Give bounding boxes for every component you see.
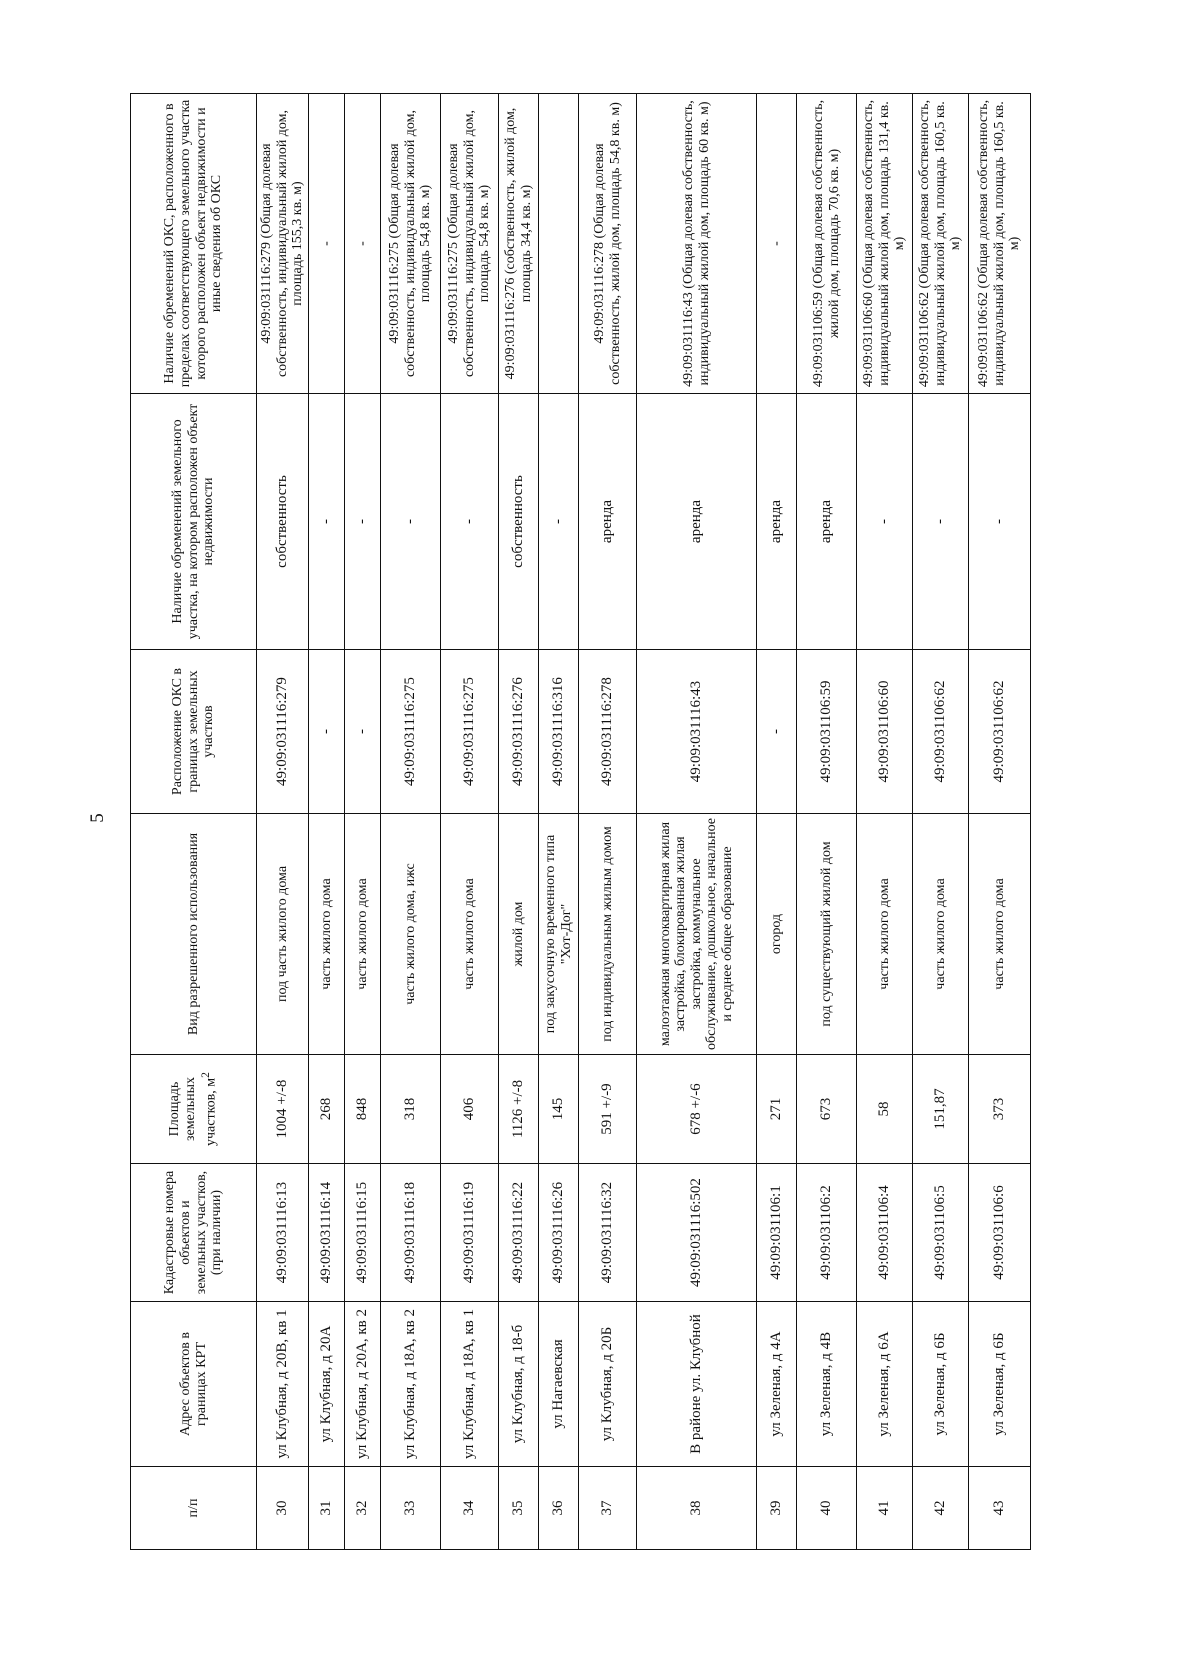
cell-area: 373 <box>969 1055 1031 1164</box>
cell-num: 36 <box>539 1467 579 1550</box>
cell-encumbrance-oks <box>539 94 579 394</box>
cell-cadastral: 49:09:031116:14 <box>309 1164 345 1302</box>
cell-encumbrance-land: собственность <box>257 394 309 650</box>
cell-area: 58 <box>857 1055 913 1164</box>
header-num: п/п <box>131 1467 257 1550</box>
cell-encumbrance-oks: - <box>757 94 797 394</box>
cell-encumbrance-land: - <box>441 394 499 650</box>
cell-num: 38 <box>637 1467 757 1550</box>
header-encumbrance-oks: Наличие обременений ОКС, расположенного в пределах соответствующего земельного участка которого расположен объект недвижимости и иные сведения об ОКС <box>131 94 257 394</box>
cell-address: ул Клубная, д 20Б <box>579 1302 637 1467</box>
cell-cadastral: 49:09:031116:22 <box>499 1164 539 1302</box>
cell-area: 673 <box>797 1055 857 1164</box>
cell-address: ул Клубная, д 18А, кв 2 <box>381 1302 441 1467</box>
table-row <box>857 94 913 1550</box>
cell-location: - <box>309 650 345 814</box>
cell-encumbrance-land: аренда <box>797 394 857 650</box>
cell-cadastral: 49:09:031116:18 <box>381 1164 441 1302</box>
cell-address: ул Клубная, д 20В, кв 1 <box>257 1302 309 1467</box>
cell-use: под существующий жилой дом <box>797 814 857 1055</box>
cell-num: 34 <box>441 1467 499 1550</box>
cell-encumbrance-land: аренда <box>579 394 637 650</box>
cell-address: ул Зеленая, д 6Б <box>969 1302 1031 1467</box>
cell-encumbrance-land: - <box>309 394 345 650</box>
cell-address: ул Нагаевская <box>539 1302 579 1467</box>
table-row <box>381 94 441 1550</box>
cell-num: 32 <box>345 1467 381 1550</box>
cell-encumbrance-land: - <box>857 394 913 650</box>
header-address: Адрес объектов в границах КРТ <box>131 1302 257 1467</box>
header-row <box>131 94 257 1550</box>
cell-encumbrance-land: аренда <box>757 394 797 650</box>
cell-address: В районе ул. Клубной <box>637 1302 757 1467</box>
table-row <box>579 94 637 1550</box>
table-row <box>637 94 757 1550</box>
header-area-sup: 2 <box>199 1072 213 1078</box>
cell-encumbrance-land: - <box>381 394 441 650</box>
header-location: Расположение ОКС в границах земельных участков <box>131 650 257 814</box>
cell-area: 318 <box>381 1055 441 1164</box>
cell-address: ул Клубная, д 18-б <box>499 1302 539 1467</box>
cell-use: под часть жилого дома <box>257 814 309 1055</box>
cell-use: огород <box>757 814 797 1055</box>
cell-cadastral: 49:09:031106:2 <box>797 1164 857 1302</box>
cell-use: часть жилого дома, ижс <box>381 814 441 1055</box>
table-row <box>309 94 345 1550</box>
header-use: Вид разрешенного использования <box>131 814 257 1055</box>
cell-location: 49:09:031116:275 <box>381 650 441 814</box>
cell-cadastral: 49:09:031106:1 <box>757 1164 797 1302</box>
cell-location: 49:09:031106:60 <box>857 650 913 814</box>
cell-encumbrance-land: - <box>969 394 1031 650</box>
cell-location: - <box>757 650 797 814</box>
cell-address: ул Клубная, д 20А, кв 2 <box>345 1302 381 1467</box>
rotated-table-container <box>130 94 1030 1550</box>
cell-encumbrance-oks: 49:09:031116:278 (Общая долевая собственность, жилой дом, площадь 54,8 кв. м) <box>579 94 637 394</box>
cell-num: 31 <box>309 1467 345 1550</box>
cell-use: часть жилого дома <box>969 814 1031 1055</box>
table-row <box>345 94 381 1550</box>
header-area-label: Площадь земельных участков, м <box>167 1076 219 1146</box>
cell-address: ул Клубная, д 18А, кв 1 <box>441 1302 499 1467</box>
cell-address: ул Зеленая, д 4В <box>797 1302 857 1467</box>
table-row <box>969 94 1031 1550</box>
header-encumbrance-land: Наличие обременений земельного участка, на котором расположен объект недвижимости <box>131 394 257 650</box>
cell-encumbrance-oks: 49:09:031106:60 (Общая долевая собственность, индивидуальный жилой дом, площадь 131,4 кв. м) <box>857 94 913 394</box>
cell-location: 49:09:031106:59 <box>797 650 857 814</box>
cell-encumbrance-oks: - <box>345 94 381 394</box>
cell-area: 151,87 <box>913 1055 969 1164</box>
cell-num: 41 <box>857 1467 913 1550</box>
table-row <box>797 94 857 1550</box>
cell-area: 848 <box>345 1055 381 1164</box>
cell-cadastral: 49:09:031116:13 <box>257 1164 309 1302</box>
cell-location: 49:09:031106:62 <box>969 650 1031 814</box>
page-number: 5 <box>87 813 108 823</box>
table-row <box>257 94 309 1550</box>
cell-cadastral: 49:09:031116:26 <box>539 1164 579 1302</box>
cell-encumbrance-land: - <box>539 394 579 650</box>
table-row <box>499 94 539 1550</box>
cell-use: под индивидуальным жилым домом <box>579 814 637 1055</box>
cell-encumbrance-oks: 49:09:031106:62 (Общая долевая собственность, индивидуальный жилой дом, площадь 160,5 кв. м) <box>969 94 1031 394</box>
cell-encumbrance-oks: 49:09:031106:59 (Общая долевая собственность, жилой дом, площадь 70,6 кв. м) <box>797 94 857 394</box>
cell-use: малоэтажная многоквартирная жилая застройка, блокированная жилая застройка, коммунальное обслуживание, дошкольное, начальное и среднее общее образование <box>637 814 757 1055</box>
cell-location: - <box>345 650 381 814</box>
cell-encumbrance-oks: 49:09:031116:43 (Общая долевая собственность, индивидуальный жилой дом, площадь 60 кв. м) <box>637 94 757 394</box>
cell-encumbrance-land: собственность <box>499 394 539 650</box>
cell-area: 678 +/-6 <box>637 1055 757 1164</box>
cell-location: 49:09:031116:278 <box>579 650 637 814</box>
cell-encumbrance-oks: 49:09:031116:276 (собственность, жилой дом, площадь 34,4 кв. м) <box>499 94 539 394</box>
cell-encumbrance-land: - <box>345 394 381 650</box>
cell-use: часть жилого дома <box>345 814 381 1055</box>
cell-num: 42 <box>913 1467 969 1550</box>
cell-address: ул Зеленая, д 6Б <box>913 1302 969 1467</box>
cell-area: 406 <box>441 1055 499 1164</box>
cell-num: 40 <box>797 1467 857 1550</box>
cell-use: часть жилого дома <box>913 814 969 1055</box>
cell-num: 35 <box>499 1467 539 1550</box>
table-row <box>441 94 499 1550</box>
land-plots-table <box>130 93 1031 1550</box>
cell-num: 39 <box>757 1467 797 1550</box>
cell-address: ул Зеленая, д 6А <box>857 1302 913 1467</box>
cell-area: 145 <box>539 1055 579 1164</box>
header-area <box>131 1055 257 1164</box>
cell-num: 43 <box>969 1467 1031 1550</box>
cell-cadastral: 49:09:031106:5 <box>913 1164 969 1302</box>
cell-address: ул Зеленая, д 4А <box>757 1302 797 1467</box>
table-row <box>539 94 579 1550</box>
table-row <box>913 94 969 1550</box>
cell-area: 268 <box>309 1055 345 1164</box>
cell-encumbrance-oks: 49:09:031116:275 (Общая долевая собственность, индивидуальный жилой дом, площадь 54,8 кв. м) <box>381 94 441 394</box>
cell-num: 33 <box>381 1467 441 1550</box>
cell-use: часть жилого дома <box>441 814 499 1055</box>
cell-cadastral: 49:09:031116:19 <box>441 1164 499 1302</box>
cell-num: 30 <box>257 1467 309 1550</box>
cell-use: часть жилого дома <box>309 814 345 1055</box>
cell-area: 271 <box>757 1055 797 1164</box>
cell-use: часть жилого дома <box>857 814 913 1055</box>
cell-area: 1004 +/-8 <box>257 1055 309 1164</box>
header-cadastral: Кадастровые номера объектов и земельных участков, (при наличии) <box>131 1164 257 1302</box>
cell-use: жилой дом <box>499 814 539 1055</box>
cell-num: 37 <box>579 1467 637 1550</box>
cell-cadastral: 49:09:031106:6 <box>969 1164 1031 1302</box>
cell-cadastral: 49:09:031106:4 <box>857 1164 913 1302</box>
cell-cadastral: 49:09:031116:15 <box>345 1164 381 1302</box>
cell-encumbrance-land: - <box>913 394 969 650</box>
cell-location: 49:09:031116:43 <box>637 650 757 814</box>
cell-location: 49:09:031106:62 <box>913 650 969 814</box>
cell-encumbrance-land: аренда <box>637 394 757 650</box>
cell-encumbrance-oks: - <box>309 94 345 394</box>
cell-cadastral: 49:09:031116:502 <box>637 1164 757 1302</box>
table-row <box>757 94 797 1550</box>
cell-location: 49:09:031116:279 <box>257 650 309 814</box>
cell-cadastral: 49:09:031116:32 <box>579 1164 637 1302</box>
cell-location: 49:09:031116:275 <box>441 650 499 814</box>
cell-address: ул Клубная, д 20А <box>309 1302 345 1467</box>
cell-encumbrance-oks: 49:09:031116:275 (Общая долевая собственность, индивидуальный жилой дом, площадь 54,8 кв. м) <box>441 94 499 394</box>
cell-encumbrance-oks: 49:09:031106:62 (Общая долевая собственность, индивидуальный жилой дом, площадь 160,5 кв. м) <box>913 94 969 394</box>
cell-area: 591 +/-9 <box>579 1055 637 1164</box>
cell-area: 1126 +/-8 <box>499 1055 539 1164</box>
cell-location: 49:09:031116:276 <box>499 650 539 814</box>
cell-use: под закусочную временного типа "Хот-Дог" <box>539 814 579 1055</box>
cell-encumbrance-oks: 49:09:031116:279 (Общая долевая собственность, индивидуальный жилой дом, площадь 155,3 кв. м) <box>257 94 309 394</box>
cell-location: 49:09:031116:316 <box>539 650 579 814</box>
